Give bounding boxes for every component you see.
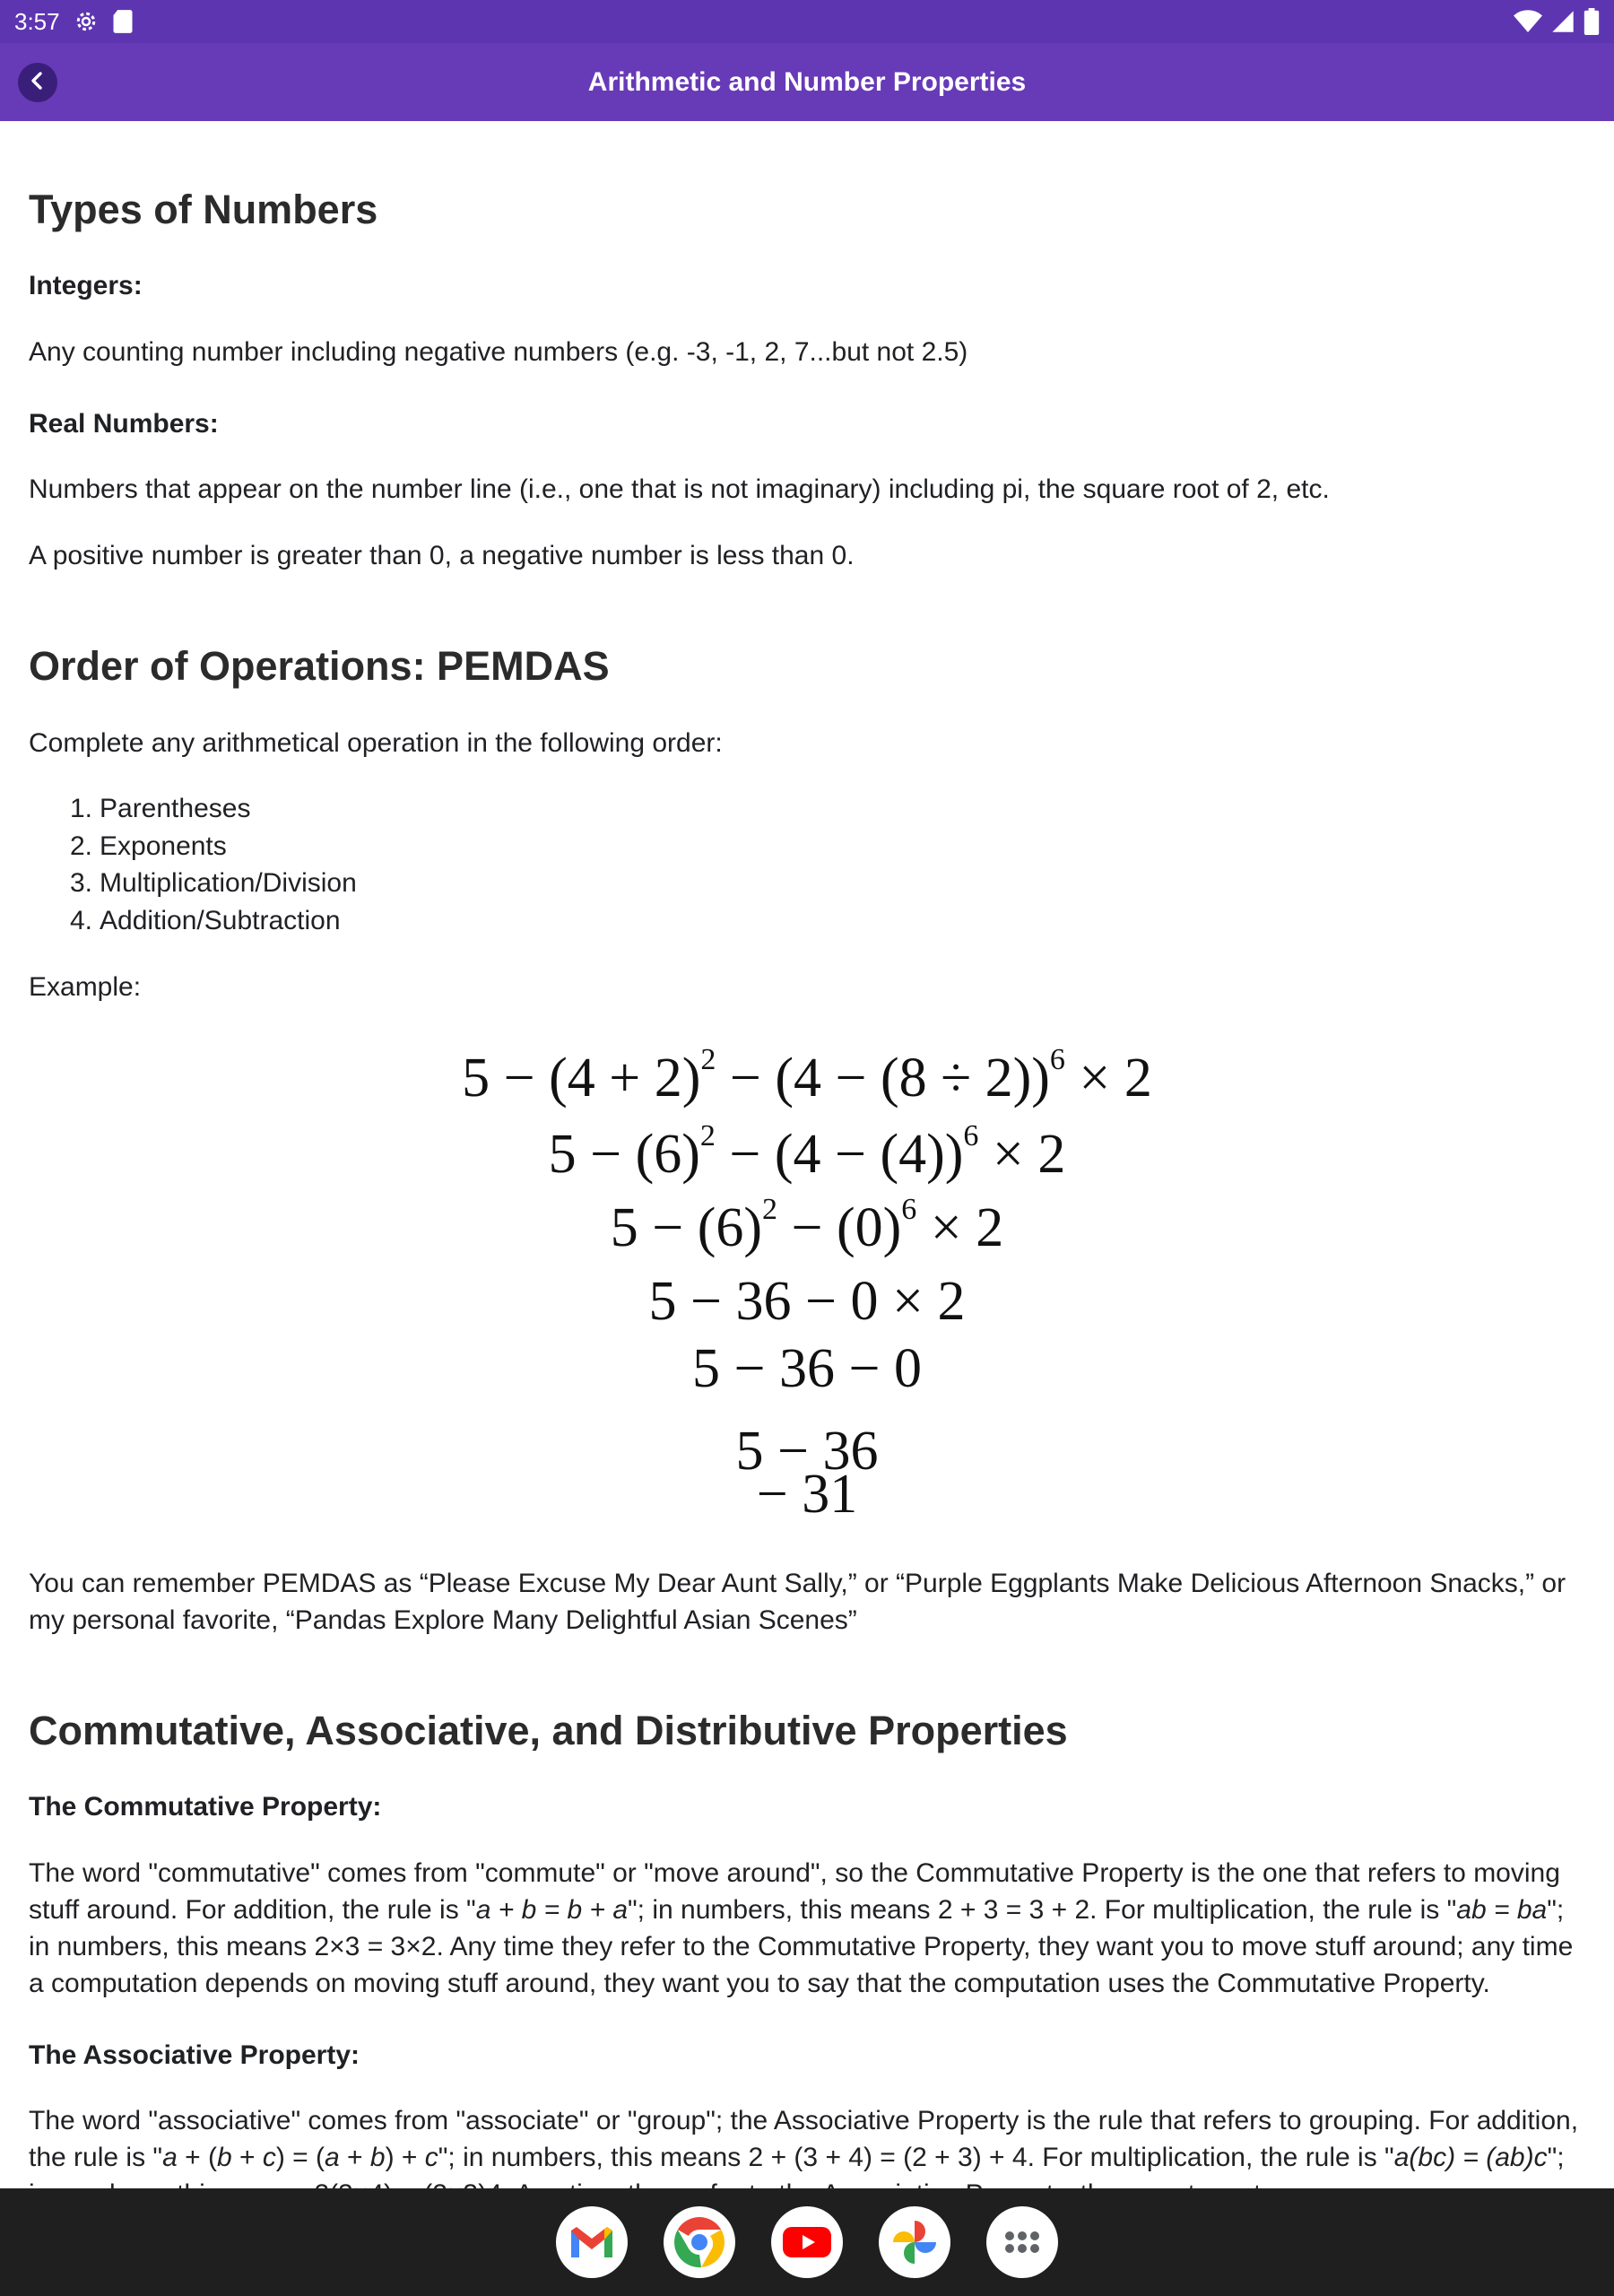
status-bar bbox=[0, 0, 1614, 43]
photos-icon[interactable] bbox=[879, 2206, 950, 2278]
chrome-icon[interactable] bbox=[664, 2206, 735, 2278]
heading-pemdas: Order of Operations: PEMDAS bbox=[29, 643, 610, 689]
list-item bbox=[70, 828, 1585, 865]
integers-text: Any counting number including negative numbers (e.g. -3, -1, 2, 7...but not 2.5) bbox=[29, 336, 968, 367]
app-dock bbox=[0, 2188, 1614, 2296]
status-time: 3:57 bbox=[14, 7, 60, 35]
pemdas-example-math bbox=[29, 1041, 1585, 1531]
commutative-label: The Commutative Property: bbox=[29, 1792, 382, 1822]
app-bar bbox=[0, 43, 1614, 121]
list-item-number: 2. bbox=[70, 831, 93, 861]
operations-list bbox=[70, 790, 1585, 939]
math-line-4: 5 − 36 − 0 × 2 bbox=[648, 1271, 966, 1332]
gmail-icon[interactable] bbox=[556, 2206, 628, 2278]
list-item bbox=[70, 790, 1585, 828]
math-line-7: − 31 bbox=[756, 1464, 858, 1525]
list-item-label: Exponents bbox=[100, 831, 227, 861]
article-content[interactable] bbox=[0, 121, 1614, 2188]
wifi-icon bbox=[1514, 9, 1542, 34]
list-item bbox=[70, 865, 1585, 902]
pemdas-intro: Complete any arithmetical operation in the following order: bbox=[29, 728, 723, 758]
commutative-text: The word "commutative" comes from "commute" or "move around", so the Commutative Property is the one that refers to moving stuff around. For addition, the rule is "a + b = b + a"; in numbers, this means 2 + 3 = 3 + 2. For multiplication, the rule is "ab = ba"; in numbers, this means 2×3 = 3×2. Any time they refer to the Commutative Property, they want you to move stuff around; any time a computation depends on moving stuff around, they want you to say that the computation uses the Commutative Property. bbox=[29, 1857, 1574, 1998]
math-line-5: 5 − 36 − 0 bbox=[692, 1338, 922, 1399]
integers-label: Integers: bbox=[29, 271, 143, 300]
app-drawer-icon[interactable] bbox=[986, 2206, 1058, 2278]
sd-card-icon bbox=[112, 9, 134, 34]
back-button[interactable] bbox=[18, 63, 57, 102]
example-label: Example: bbox=[29, 972, 142, 1002]
heading-types-of-numbers: Types of Numbers bbox=[29, 187, 378, 232]
pemdas-mnemonic: You can remember PEMDAS as “Please Excuse My Dear Aunt Sally,” or “Purple Eggplants Make Delicious Afternoon Snacks,” or my personal favorite, “Pandas Explore Many Delightful Asian Scenes” bbox=[29, 1569, 1566, 1635]
signal-icon bbox=[1551, 10, 1575, 33]
sign-text: A positive number is greater than 0, a negative number is less than 0. bbox=[29, 541, 855, 570]
list-item-label: Parentheses bbox=[100, 794, 251, 823]
list-item-label: Addition/Subtraction bbox=[100, 905, 341, 935]
list-item bbox=[70, 902, 1585, 940]
youtube-icon[interactable] bbox=[771, 2206, 843, 2278]
battery-icon bbox=[1584, 8, 1600, 35]
real-numbers-text: Numbers that appear on the number line (i.e., one that is not imaginary) including pi, the square root of 2, etc. bbox=[29, 474, 1330, 504]
list-item-number: 1. bbox=[70, 794, 93, 823]
list-item-number: 4. bbox=[70, 905, 93, 935]
list-item-number: 3. bbox=[70, 868, 93, 898]
real-numbers-label: Real Numbers: bbox=[29, 408, 219, 439]
chevron-left-icon bbox=[27, 70, 48, 96]
settings-icon bbox=[73, 8, 100, 35]
heading-properties: Commutative, Associative, and Distributive Properties bbox=[29, 1708, 1068, 1753]
associative-text: The word "associative" comes from "associate" or "group"; the Associative Property is the rule that refers to grouping. For addition, the rule is "a + (b + c) = (a + b) + c"; in numbers, this means 2 + (3 + 4) = (2 + 3) + 4. For multiplication, the rule is "a(bc) = (ab)c"; bbox=[29, 2106, 1579, 2172]
math-line-2: $5 - (6)^2 - (4 - (4))^6 \times 2$ bbox=[548, 1119, 1066, 1185]
list-item-label: Multiplication/Division bbox=[100, 868, 357, 898]
math-line-3: $5 - (6)^2 - (0)^6 \times 2$ bbox=[610, 1193, 1004, 1258]
associative-label: The Associative Property: bbox=[29, 2039, 360, 2070]
math-line-1: $5 - (4 + 2)^2 - (4 - (8 \div 2))^6 \times 2$ bbox=[462, 1043, 1152, 1109]
page-title: Arithmetic and Number Properties bbox=[587, 66, 1027, 97]
math-line-6: 5 − 36 bbox=[735, 1421, 879, 1482]
